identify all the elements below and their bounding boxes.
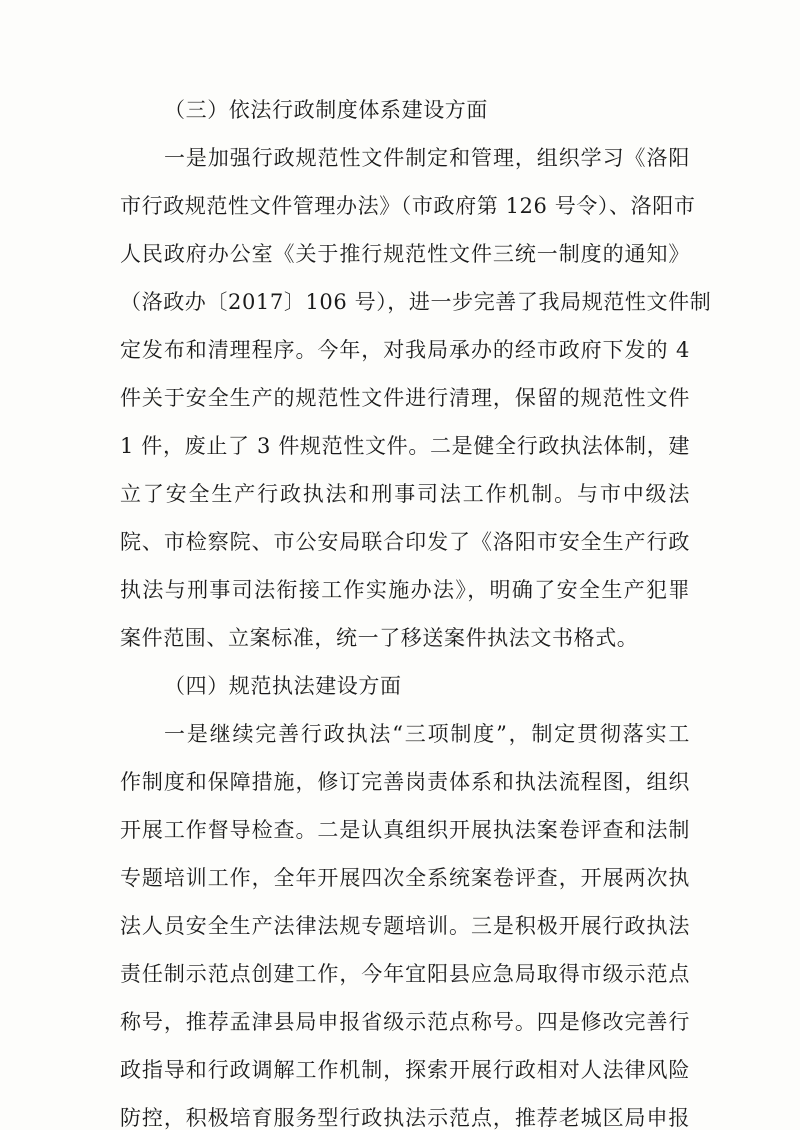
paragraph-line: 称号，推荐孟津县局申报省级示范点称号。四是修改完善行 xyxy=(120,1010,690,1034)
paragraph-line: 政指导和行政调解工作机制，探索开展行政相对人法律风险 xyxy=(120,1058,690,1082)
paragraph-line: 专题培训工作，全年开展四次全系统案卷评查，开展两次执 xyxy=(120,866,690,890)
paragraph-line: 一是加强行政规范性文件制定和管理，组织学习《洛阳 xyxy=(164,146,690,170)
paragraph-line: 法人员安全生产法律法规专题培训。三是积极开展行政执法 xyxy=(120,914,690,938)
section-heading-4: （四）规范执法建设方面 xyxy=(164,674,402,698)
paragraph-line: 人民政府办公室《关于推行规范性文件三统一制度的通知》 xyxy=(120,242,690,266)
paragraph-line: 一是继续完善行政执法“三项制度”，制定贯彻落实工 xyxy=(164,722,690,746)
paragraph-line: 作制度和保障措施，修订完善岗责体系和执法流程图，组织 xyxy=(120,770,690,794)
section-heading-3: （三）依法行政制度体系建设方面 xyxy=(164,98,488,122)
paragraph-line: 定发布和清理程序。今年，对我局承办的经市政府下发的 4 xyxy=(120,338,690,362)
paragraph-line: 开展工作督导检查。二是认真组织开展执法案卷评查和法制 xyxy=(120,818,690,842)
paragraph-line: 1 件，废止了 3 件规范性文件。二是健全行政执法体制，建 xyxy=(120,434,690,458)
paragraph-line: 案件范围、立案标准，统一了移送案件执法文书格式。 xyxy=(120,626,639,650)
paragraph-line: （洛政办〔2017〕106 号），进一步完善了我局规范性文件制 xyxy=(120,290,712,314)
paragraph-line: 立了安全生产行政执法和刑事司法工作机制。与市中级法 xyxy=(120,482,690,506)
paragraph-line: 责任制示范点创建工作，今年宜阳县应急局取得市级示范点 xyxy=(120,962,690,986)
paragraph-line: 防控，积极培育服务型行政执法示范点，推荐老城区局申报 xyxy=(120,1106,690,1130)
paragraph-line: 市行政规范性文件管理办法》（市政府第 126 号令）、洛阳市 xyxy=(120,194,696,218)
paragraph-line: 执法与刑事司法衔接工作实施办法》，明确了安全生产犯罪 xyxy=(120,578,690,602)
document-body xyxy=(120,86,712,1142)
paragraph-line: 件关于安全生产的规范性文件进行清理，保留的规范性文件 xyxy=(120,386,690,410)
paragraph-line: 院、市检察院、市公安局联合印发了《洛阳市安全生产行政 xyxy=(120,530,690,554)
